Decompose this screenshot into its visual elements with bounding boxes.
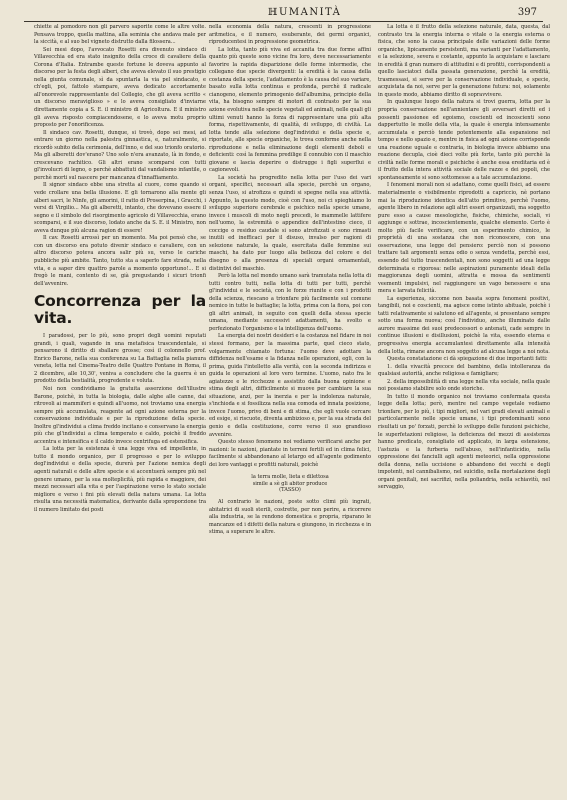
verse-quote bbox=[209, 474, 371, 494]
list-item: 2. della impossibilità di una legge nella vita sociale, nella quale noi possiamo stabilire solo onde storiche. bbox=[378, 378, 550, 393]
paragraph: Il cav. Rosetti arrossì per un momento. Ma poi pensò che, se con un discorso era potuto divenir sindaco e cavaliere, con un altro discorso poteva ancora salir più su, verso le cariche pubbliche più ambite. Tanto, tutto sta a saperlo fare strada, nella vita, e a saper dire quattro parole a momento opportuno!... E si fregò le mani, contento di se, già pregustando i sicuri trionfi dell'avvenire. bbox=[34, 235, 206, 287]
paragraph: Sei mesi dopo, l'avvocato Rosetti era divenuto sindaco di Villavecchia ed era stato insignito della croce di cavaliere della Corona d'Italia. Entrambe queste fortune le doveva appunto al discorso per la festa degli alberi, che aveva elevato il suo prestigio nella giunta comunale, sì da spuntarla la via pel sindacato, e ch'egli, poi, fattolo stampare, aveva dedicato accortamente all'onorevole rappresentante del Collegio, che gli aveva scritto « un discorso meraviglioso » e lo aveva consigliato d'inviarne direttamente copia a S. E. il ministro di Agricoltura. E il ministro gli aveva risposto compiacendosene, e lo aveva motu proprio proposto per l'onorificenza. bbox=[34, 46, 206, 129]
verse-source: (TASSO) bbox=[279, 487, 301, 494]
paragraph: Questo stesso fenomeno noi vediamo verificarsi anche per nazioni: le nazioni, piantate in terreni fertili ed in clima felici, facilmente si abbandonano al letargo ed all'agente godimento dei loro vantaggi e profitti naturali, poichè bbox=[209, 439, 371, 468]
paragraph: Al contrario le nazioni, poste sotto climi più ingrati, abitatrici di suoli sterili, costrette, per non perire, a ricorrere alla industria, se la rendono domestica e propria, riparano le mancanze ed i difetti della natura e giungono, in ricchezza e in stima, a superare le altre. bbox=[209, 499, 371, 536]
paragraph: La energia dei nostri desideri e la costanza nel fidare in noi stessi formano, per la massima parte, quel cieco stato, volgarmente chiamato fortuna: l'uomo deve adottare la diffidenza nell'esame e la fidanza nelle operazioni, egli, con la prima, guida l'intelletto alla verità, con la seconda indirizza e guida le operazioni al loro vero termine. L'uomo, nato fra le agiatezze e le ricchezze e assistito dalla buona opinione e stima degli altri, difficilmente si muove per cambiare la sua situazione, anzi, per la inerzia e per la indolenza naturale, s'inchioda e si fossilizza nella sua comoda ed innata posizione, invece l'uomo, privo di beni e di stima, che egli vuole cercare ed esige, si riscuote, diventa ambizioso e, per la sua strada del genio e della costituzione, corre verso il suo grandioso avvenire. bbox=[209, 333, 371, 438]
paragraph: La lotta per la esistenza è una legge viva ed impellente, in tutto il mondo organico, per il progresso e per lo sviluppo degl'individui e della specie, durerà per l'azione nemica degli agenti naturali e delle altre specie e si accentuerà sempre più nel genere umano, per la sua molteplicità, più rapida e maggiore, dei mezzi necessari alla vita e per l'aspirazione verso lo stato sociale migliore e verso i fini più elevati della natura umana. La lotta risulta una necessità matematica, derivante dalla sproporzione tra il numero limitato dei posti bbox=[34, 446, 206, 513]
section-title: Concorrenza per la vita. bbox=[34, 292, 206, 328]
paragraph: Noi non condividiamo la gratuita asserzione dell'illustre Barone, poichè, in tutta la biologia, dalle alghe alle canne, dai ritrovoli ai mammiferi e quindi all'uomo, noi troviamo una energia sempre più accumulata, reagente ad ogni azione esterna per la conservazione individuale e per la riproduzione della specie. Inoltre gl'individui a clima freddo incitano e conservano la energia più che gl'individui a clima temperato e caldo, poichè il freddo accentra e intensifica e il caldo invece centrifuga ed estensifica. bbox=[34, 385, 206, 445]
paragraph: Il signor sindaco ebbe una stretta al cuore, come quando si vede crollare una bella illusione. E gli tornarono alla mente gli alberi sacri, le Ninfe, gli amorini, il ratto di Proserpina, i Gracchi, i versi di Virgilio... Ma gli alberetti, intanto, che dovevano essere il segno e il simbolo del risorgimento agricolo di Villavecchia, erano scomparsi, e il suo discorso, lodato anche da S. E. il Ministro, non aveva dunque più alcuna ragion di essere! bbox=[34, 182, 206, 234]
list-item: 1. della vivacità precoce del bambino, della intolleranza da qualsiasi autorità, anche religiosa e famigliare; bbox=[378, 363, 550, 378]
column-right bbox=[378, 24, 550, 790]
paragraph: La esperienza, siccome non basata sopra fenomeni positivi, tangibili, noi e coscienti, ma agisce come istinto abituale, poichè i tatti relativamente si salutono ed all'agente, si presentano sempre sotto una forma nuova; così l'individuo, anche illuminato dalle aurore massime dei suoi predecessori o antenati, cade sempre in continue illusioni e disillusioni, poichè la vita, essendo eterna e progressiva energia accumulantesi direttamente alla intensità della lotta, rimane ancora non soggetto ad alcuna legge a noi nota. bbox=[378, 295, 550, 355]
paragraph: La lotta è il frutto della selezione naturale, data, questa, dal contrasto tra la energia interna o vitale o la energia esterna o fisica, che sono la causa principale delle variazioni delle forme organiche, lipicamente persistenti, ma varianti per l'adattamento, e la selezione, severa e costante, appunto la acquistare e lasciare in eredità il gran numero di attitudini e di profitti, corrispondenti a quello lasciatoci dalla passata generazione, perchè la eredità, trasmessasi, si serve per la conservazione individuale, e specie, acquistata da noi, serve per la generazione futura: noi, solamente in questo modo, abbiamo diritto di sopravvivere. bbox=[378, 24, 550, 98]
verse-line: la terra molle, lieta e dilettosa bbox=[251, 474, 329, 481]
paragraph: In tutto il mondo organico noi troviamo confermata questa legge della lotta; però, mentre nel campo vegetale vediamo trionfare, per lo più, i tipi migliori, nel vari gradi elevati animali e particolarmente nelle specie umane, i tipi predominanti sono risultati un po' forzati, perchè lo sviluppo delle funzioni psichiche, le superfetazioni religiose, la deficienza del mezzi di assistenza hanno predicato, consigliato ed applicato, in larga estensione, l'astuzia e la furberia nell'abuso, nell'infanticidio, nella oppressione dei fanciulli agli agenti meteorici, nella oppressione della donna, nella uccisione o abbandono dei vecchi e degli impotenti, nel cannibalismo, nel suicidio, nella mortalazione degli organi genitali, nei sacrifizi, nella poliandria, nella schiavitù, nel servaggio, bbox=[378, 393, 550, 491]
paragraph: I fenomeni morali non si adattano, come quelli fisici, ad essere materialmente o visibilmente riprodotti a capriccio, nè portano mai la riproduzione identica dell'atto primitivo, perchè l'uomo, agente libero in relazione agli altri esseri organizzati, ma soggetto pure esso a cause mesologiche, fisiche, chimiche, sociali, vi aggiunge e sottrae, incoscientemente, qualche elemento. Certo è molto più facile verificare, con un esperimento chimico, le proprietà di una sostanza che non riconoscere, con una osservazione, una legge del pensiero: perciò non si possono trattare tali argomenti senza odio o senza vendetta, perchè essi, essendo del tutto trascendentali, non sono soggetti ad una legge determinata e rigorosa: nelle aspirazioni puramente ideali della maggioranza degli uomini, attratta e mossa da sentimenti veementi impulsivi, nel raggiungere un vago benessere e una mera e larvata felicità. bbox=[378, 182, 550, 295]
paragraph: Però la lotta nel mondo umano sarà tramutata nella lotta di tutti contro tutti, nella lotta di tutti per tutti, perchè gl'individui e le società, con le forze riunite e con i prodotti della scienza, riescano a trionfare più facilmente sul comune nemico in tutte le battaglie; la lotta, prima con la fiora, poi con gli altri animali, in seguito con quelli della stessa specie umana, mediante successivi adattamenti, ha svolto e perfezionato l'organismo e la intelligenza dell'uomo. bbox=[209, 273, 371, 332]
paragraph: Questa constatazione ci dà spiegazione di due importanti fatti: bbox=[387, 356, 548, 363]
paragraph: nella economia della natura, crescenti in progressione aritmetica, e il numero, esuberante, dei germi organici, riproducentesi in progressione geometrica. bbox=[209, 24, 371, 46]
verse-line: simile a sè gli abitor produce bbox=[252, 480, 328, 487]
column-left bbox=[34, 24, 206, 790]
paragraph: La lotta, tanto più viva ed accanita tra due forme affini quanto più queste sono vicine fra loro, deve necessariamente favorire la rapida disparizione delle forme intermedie, che collegano due specie divergenti: la eredità è la causa della costanza della specie, l'adattamento è la causa del suo variare, basato sulla lotta continua e profonda, perchè il radicale cianogeno, elemento primogenio dell'albumina, principio della vita, ha bisogno sempre di motori di contrasto per la sua azione evolutiva nelle specie vegetali ed animali, nelle quali gli ultimi venuti hanno la forza di rappresentare una più alta forma, rispettivamente, di qualità, di sviluppo, di civiltà. La lotta tende alla selezione degl'individui e della specie e, riportate, alle specie organiche, le trova conforme anche nella riproduzione e nella eliminazione degli elementi deboli e deficienti: così la femmina predilige il connubio con il maschio giovane e lascia deperire o distrugge i figli superflui e cagionevoli. bbox=[209, 46, 371, 174]
paragraph: Il sindaco cav. Rosetti, dunque, si trovò, dopo sei mesi, ad entrare un giorno nella palestra ginnastica, e, naturalmente, si ricordò subito della cerimonia, dell'inno, e del suo trionfo oratorio. Ma gli alberetti dov'erano? Uno solo n'era avanzato, là in fondo, e crescevano rachitico. Gli altri erano scomparsi con tutti gl'involucri di legno, o perchè abbattuti dal vandalismo infantile, o perchè morti sul nascere per mancanza d'innaffiamento. bbox=[34, 129, 206, 181]
column-middle bbox=[209, 24, 371, 790]
paragraph: In qualunque luogo della natura si trovi guerra, lotta per la propria conservazione nell'annientare gli avversari diretti ed i possenti passionee ed egoismo, coscienti ed incoscienti sono dappertutto le molle della vita, la quale è energia intensamente accumulata e perciò tende potentemente alla espansione nel tempo e nello spazio e, mentre in fisica ad ogni azione corrisponde una reazione uguale e contraria, in biologia invece abbiamo una reazione decupla, cioè dieci volte più forte, tanto più perchè la civiltà nelle forme morali e psichiche è anche essa ereditaria ed è il frutto della intera attività sociale delle razze e dei popoli, che spontaneamente si sono sottomesse a a tale accumulazione. bbox=[378, 99, 550, 181]
header-rule bbox=[24, 21, 543, 22]
running-header bbox=[0, 6, 567, 20]
paragraph: I paradossi, per lo più, sono propri degli uomini reputati grandi, i quali, vagando in una metafisica trascendentale, si pensarono il diritto di sballare grosse; così il colonnello prof. Enrico Barone, nella sua conferenza su La Battaglia nella pianura veneta, letta nel Cinema-Teatro delle Quattro Fontane in Roma, il 2 dicembre, alle 10,30', veniva a concludere che la guerra è un prodotto della bestialità, progredente e voluta. bbox=[34, 333, 206, 385]
paragraph: chiette al pomodoro non gli parvero saporite come le altre volte. Pensava troppo, quella mattina, alla seminia che andava male per la siccità, e al suo bel vigneto distrutto dalla filossera... bbox=[34, 24, 206, 46]
paragraph: La società ha progredito nella lotta per l'uso dei vari organi, specifici, necessari alla specie, perchè un organo, senza l'uso, si atrofizza e quindi si spegne nella sua attività. Appunto, la questo modo, cioè con l'uso, noi ci spieghiamo lo sviluppo superiore cerebrale e psichico nella specie umane, invece i muscoli di moto negli precedi, le mammelle lattifere nell'uomo, la estremità o appendice dell'intestino cieco, il coccige o residuo caudale si sono atrofizzati e sono rimasti inutili ed inefficaci per il disuso, invalso per ragioni di selezione naturale, la quale, esercitata dalle femmine sui maschi, ha dato pur luogo alla bellezza del colore e del disegno o alla presenza di speciali organi ornamentali, distintivi del maschio. bbox=[209, 174, 371, 272]
page-number: 397 bbox=[517, 7, 537, 18]
journal-title: ℍUMANITÀ bbox=[268, 7, 342, 18]
